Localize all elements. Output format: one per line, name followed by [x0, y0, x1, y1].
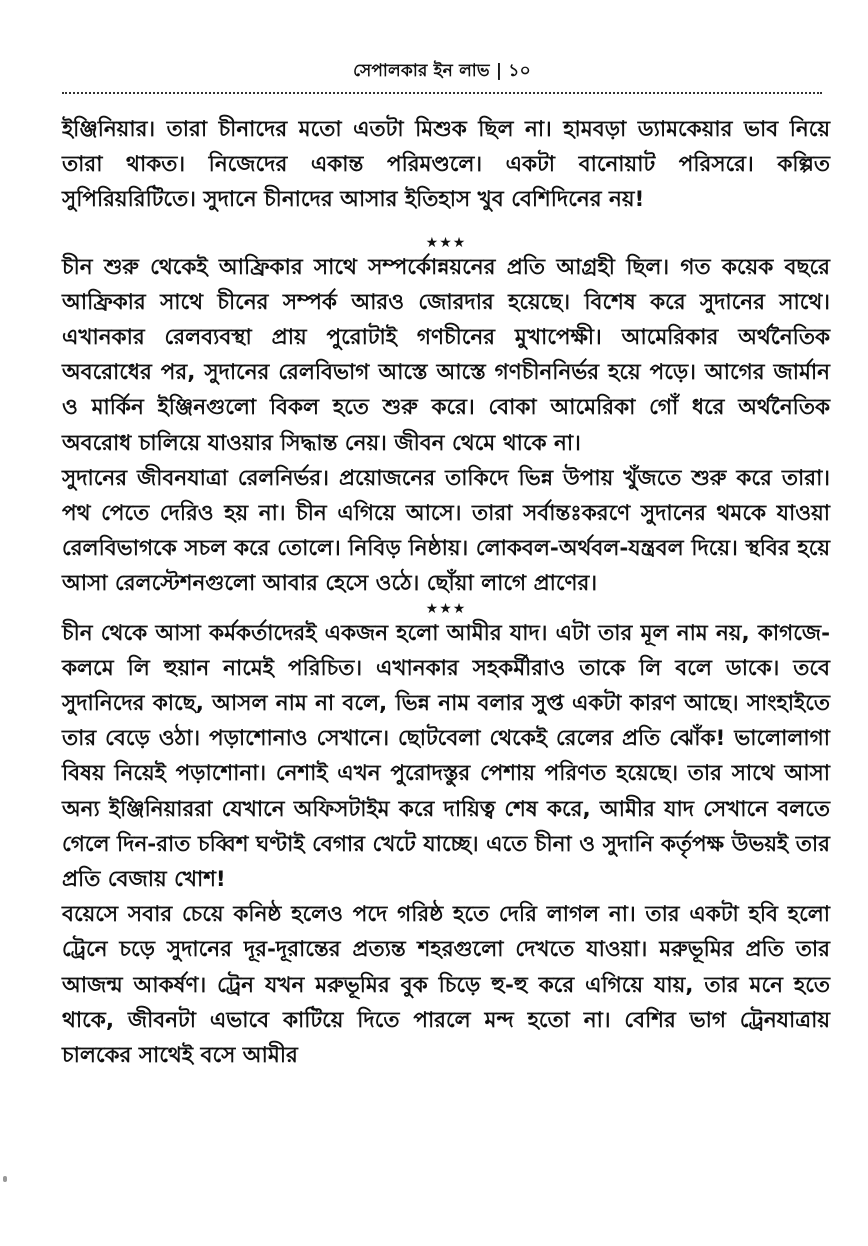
paragraph-5: বয়েসে সবার চেয়ে কনিষ্ঠ হলেও পদে গরিষ্ঠ হতে দেরি লাগল না। তার একটা হবি হলো ট্রেনে চড়ে সুদানের দূর-দূরান্তের প্রত্যন্ত শহরগুলো দেখতে যাওয়া। মরুভূমির প্রতি তার আজন্ম আকর্ষণ। ট্রেন যখন মরুভূমির বুক চিড়ে হু-হু করে এগিয়ে যায়, তার মনে হতে থাকে, জীবনটা এভাবে কাটিয়ে দিতে পারলে মন্দ হতো না। বেশির ভাগ ট্রেনযাত্রায় চালকের সাথেই বসে আমীর	[62, 902, 830, 1069]
section-separator-1: ★★★	[425, 234, 467, 251]
paragraph-1: ইঞ্জিনিয়ার। তারা চীনাদের মতো এতটা মিশুক ছিল না। হামবড়া ড্যামকেয়ার ভাব নিয়ে তারা থাকত। নিজেদের একান্ত পরিমণ্ডলে। একটা বানোয়াট পরিসরে। কল্পিত সুপিরিয়রিটিতে। সুদানে চীনাদের আসার ইতিহাস খুব বেশিদিনের নয়!	[62, 117, 830, 213]
paragraph-2: চীন শুরু থেকেই আফ্রিকার সাথে সম্পর্কোন্নয়নের প্রতি আগ্রহী ছিল। গত কয়েক বছরে আফ্রিকার সাথে চীনের সম্পর্ক আরও জোরদার হয়েছে। বিশেষ করে সুদানের সাথে। এখানকার রেলব্যবস্থা প্রায় পুরোটাই গণচীনের মুখাপেক্ষী। আমেরিকার অর্থনৈতিক অবরোধের পর, সুদানের রেলবিভাগ আস্তে আস্তে গণচীননির্ভর হয়ে পড়ে। আগের জার্মান ও মার্কিন ইঞ্জিনগুলো বিকল হতে শুরু করে। বোকা আমেরিকা গোঁ ধরে অর্থনৈতিক অবরোধ চালিয়ে যাওয়ার সিদ্ধান্ত নেয়। জীবন থেমে থাকে না।	[62, 254, 830, 456]
running-header: সেপালকার ইন লাভ | ১০	[353, 61, 531, 81]
paragraph-3: সুদানের জীবনযাত্রা রেলনির্ভর। প্রয়োজনের তাকিদে ভিন্ন উপায় খুঁজতে শুরু করে তারা। পথ পেতে দেরিও হয় না। চীন এগিয়ে আসে। তারা সর্বান্তঃকরণে সুদানের থমকে যাওয়া রেলবিভাগকে সচল করে তোলে। নিবিড় নিষ্ঠায়। লোকবল-অর্থবল-যন্ত্রবল দিয়ে। স্থবির হয়ে আসা রেলস্টেশনগুলো আবার হেসে ওঠে। ছোঁয়া লাগে প্রাণের।	[62, 465, 830, 597]
header-dotted-rule	[62, 92, 822, 94]
scan-speck	[3, 1176, 7, 1182]
page-body	[62, 112, 830, 1073]
section-separator-2: ★★★	[425, 600, 467, 617]
paragraph-4: চীন থেকে আসা কর্মকর্তাদেরই একজন হলো আমীর যাদ। এটা তার মূল নাম নয়, কাগজে-কলমে লি হুয়ান নামেই পরিচিত। এখানকার সহকর্মীরাও তাকে লি বলে ডাকে। তবে সুদানিদের কাছে, আসল নাম না বলে, ভিন্ন নাম বলার সুপ্ত একটা কারণ আছে। সাংহাইতে তার বেড়ে ওঠা। পড়াশোনাও সেখানে। ছোটবেলা থেকেই রেলের প্রতি ঝোঁক! ভালোলাগা বিষয় নিয়েই পড়াশোনা। নেশাই এখন পুরোদস্তুর পেশায় পরিণত হয়েছে। তার সাথে আসা অন্য ইঞ্জিনিয়াররা যেখানে অফিসটাইম করে দায়িত্ব শেষ করে, আমীর যাদ সেখানে বলতে গেলে দিন-রাত চব্বিশ ঘণ্টাই বেগার খেটে যাচ্ছে। এতে চীনা ও সুদানি কর্তৃপক্ষ উভয়ই তার প্রতি বেজায় খোশ!	[62, 620, 830, 893]
